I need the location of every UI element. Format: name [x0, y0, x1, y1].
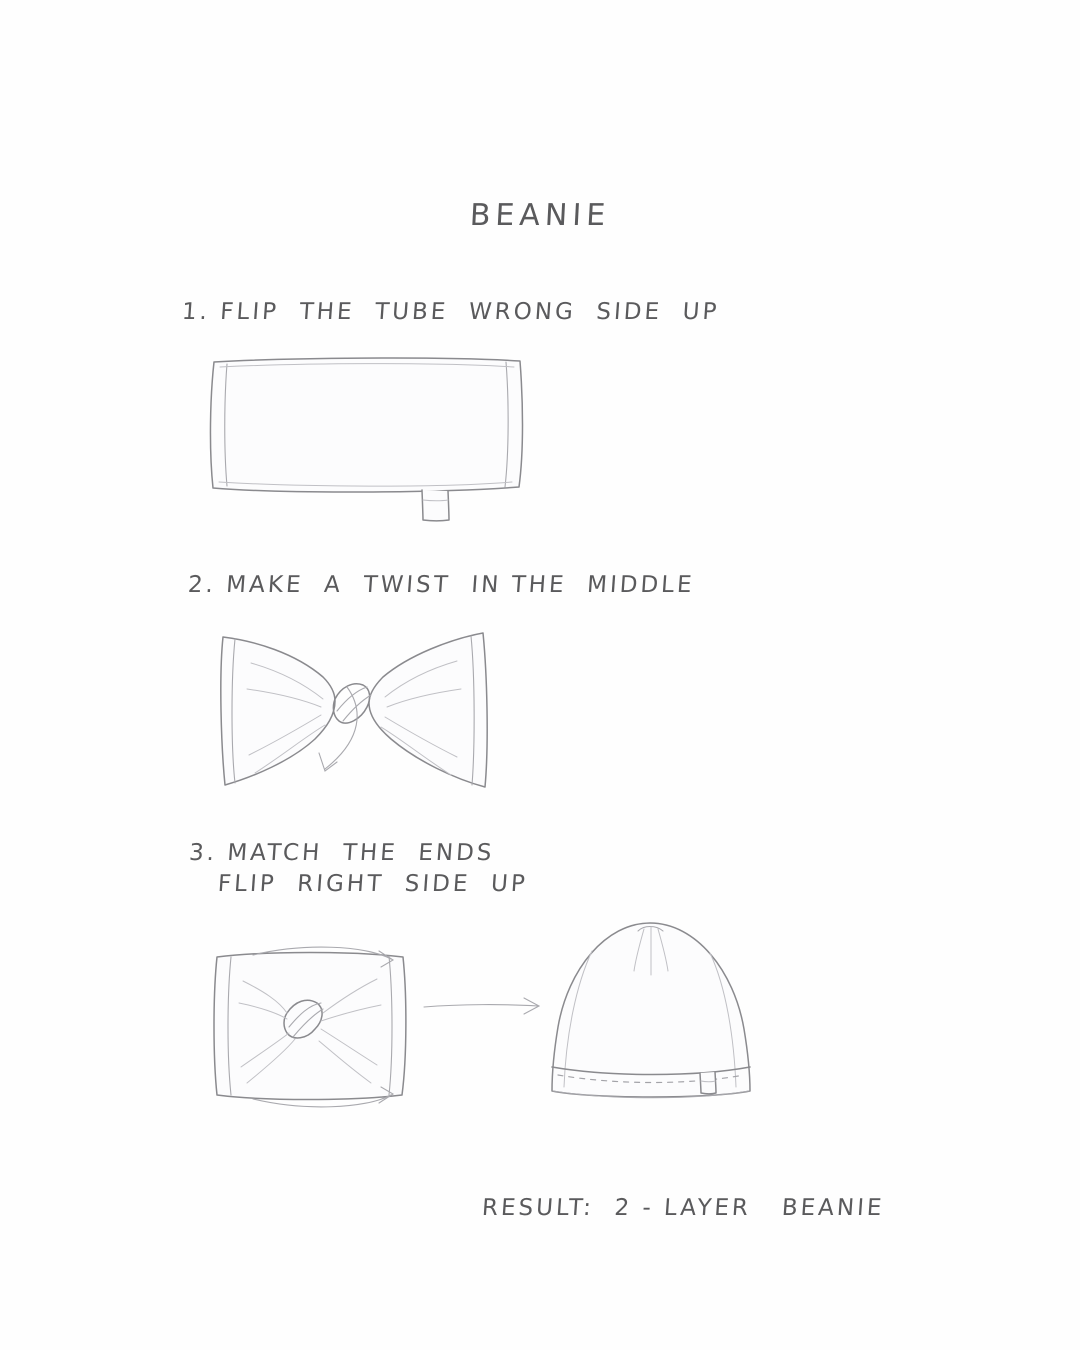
- step-3-label: 3. MATCH THE ENDS FLIP RIGHT SIDE UP: [186, 840, 529, 898]
- step-1-label: 1. FLIP THE TUBE WRONG SIDE UP: [181, 299, 721, 325]
- result-label: RESULT: 2 - LAYER BEANIE: [481, 1195, 886, 1221]
- figure-step-1-fabric-tube: [190, 340, 550, 540]
- figure-finished-beanie: [520, 895, 780, 1145]
- step-2-label: 2. MAKE A TWIST IN THE MIDDLE: [187, 572, 696, 598]
- figure-step-3-matched-ends: [195, 925, 425, 1125]
- curved-arrow-down-icon: [319, 753, 337, 771]
- figure-step-2-twisted-tube: [195, 615, 525, 815]
- page-title: BEANIE: [468, 198, 612, 233]
